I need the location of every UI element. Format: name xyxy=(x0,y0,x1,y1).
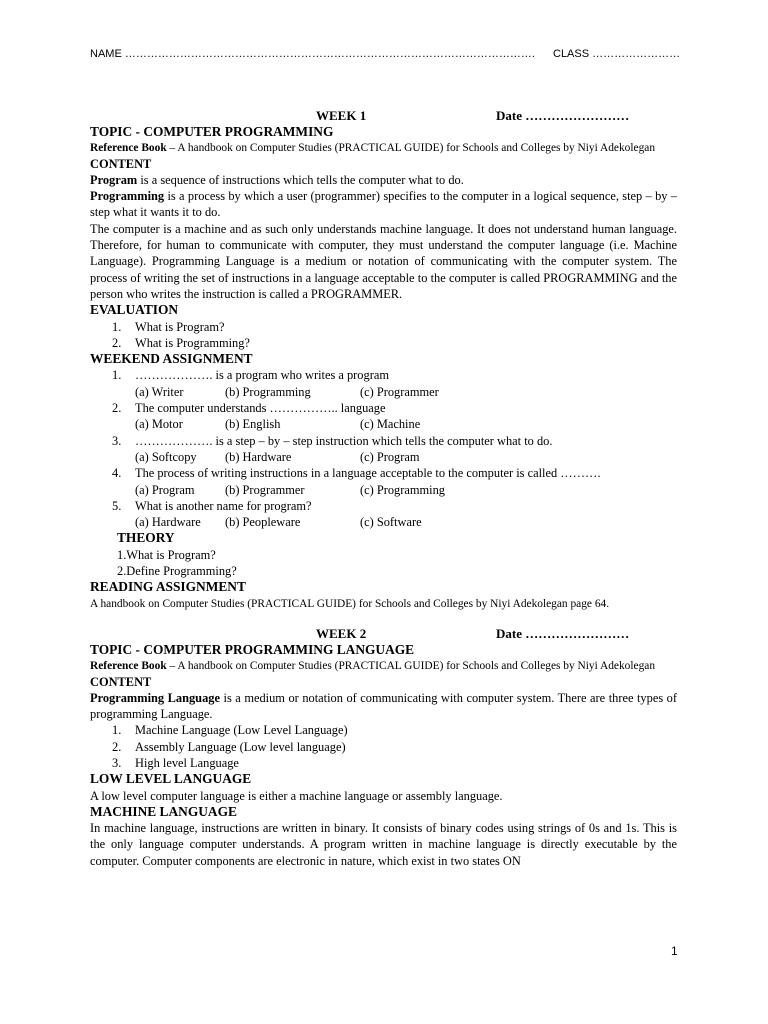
programming-language-def: is a medium or notation of communicating with computer system. There are three types of programming Language. xyxy=(90,690,677,722)
evaluation-heading: EVALUATION xyxy=(90,302,179,318)
week2-header xyxy=(90,626,677,642)
question-list xyxy=(90,433,677,449)
date-field: Date …………………… xyxy=(496,108,630,123)
page-number: 1 xyxy=(671,944,678,958)
reference-label: Reference Book xyxy=(90,659,167,672)
option-a: (a) Motor xyxy=(135,417,183,432)
question-options xyxy=(90,482,677,498)
option-a: (a) Program xyxy=(135,482,195,497)
question-number: 4. xyxy=(112,466,122,481)
item-text: Assembly Language (Low level language) xyxy=(135,739,346,754)
question-number: 2. xyxy=(112,401,122,416)
item-text: High level Language xyxy=(135,755,239,770)
programming-language-term: Programming Language xyxy=(90,690,220,705)
programming-definition xyxy=(90,188,677,221)
reference-label: Reference Book xyxy=(90,141,167,154)
week-label: WEEK 1 xyxy=(316,108,367,123)
weekend-assignment-heading: WEEKEND ASSIGNMENT xyxy=(90,351,253,367)
question-text: What is another name for program? xyxy=(135,498,312,513)
question-list xyxy=(90,367,677,383)
question-item xyxy=(90,367,677,383)
reference-book xyxy=(90,659,677,674)
week1-header xyxy=(90,108,677,124)
item-text: Machine Language (Low Level Language) xyxy=(135,723,348,738)
item-number: 3. xyxy=(112,755,122,770)
evaluation-list xyxy=(90,319,677,352)
content-heading: CONTENT xyxy=(90,156,152,171)
question-item xyxy=(90,400,677,416)
theory-heading: THEORY xyxy=(117,530,175,546)
question-options xyxy=(90,449,677,465)
question-options xyxy=(90,514,677,530)
class-field: CLASS …………………… xyxy=(553,48,681,60)
question-item xyxy=(90,498,677,514)
program-def: is a sequence of instructions which tells the computer what to do. xyxy=(137,172,464,187)
question-list xyxy=(90,465,677,481)
machine-language-heading: MACHINE LANGUAGE xyxy=(90,803,237,819)
question-options xyxy=(90,384,677,400)
theory-item: 2.Define Programming? xyxy=(117,564,237,579)
programming-language-definition xyxy=(90,690,677,723)
question-list xyxy=(90,498,677,514)
option-c: (c) Software xyxy=(360,515,422,530)
option-c: (c) Programming xyxy=(360,482,445,497)
item-number: 1. xyxy=(112,319,122,334)
item-number: 1. xyxy=(112,723,122,738)
reference-text: – A handbook on Computer Studies (PRACTICAL GUIDE) for Schools and Colleges by Niyi Adekolegan xyxy=(166,141,656,154)
week-label: WEEK 2 xyxy=(316,625,367,641)
question-text: ………………. is a program who writes a program xyxy=(135,368,389,383)
option-b: (b) Programmer xyxy=(225,482,305,497)
low-level-language-heading: LOW LEVEL LANGUAGE xyxy=(90,771,252,787)
reference-book xyxy=(90,141,677,156)
reading-assignment-text: A handbook on Computer Studies (PRACTICAL GUIDE) for Schools and Colleges by Niyi Adekolegan page 64. xyxy=(90,597,610,610)
question-item xyxy=(90,465,677,481)
document-body xyxy=(90,108,677,869)
body-paragraph: The computer is a machine and as such only understands machine language. It does not understand human language. Therefore, for human to communicate with computer, they must understand the computer language (i.e. Machine Language). Programming Language is a medium or notation of communicating with the computer system. The process of writing the set of instructions in a language acceptable to the computer is called PROGRAMMING and the person who writes the instruction is called a PROGRAMMER. xyxy=(90,221,677,301)
question-options xyxy=(90,416,677,432)
option-b: (b) Programming xyxy=(225,384,311,399)
option-a: (a) Softcopy xyxy=(135,449,197,464)
list-item xyxy=(90,739,677,755)
list-item xyxy=(90,319,677,335)
topic-heading: TOPIC - COMPUTER PROGRAMMING xyxy=(90,124,334,140)
option-a: (a) Hardware xyxy=(135,515,201,530)
question-text: The process of writing instructions in a language acceptable to the computer is called ………. xyxy=(135,466,601,481)
item-number: 2. xyxy=(112,739,122,754)
low-level-language-text: A low level computer language is either a machine language or assembly language. xyxy=(90,788,503,803)
reading-assignment-heading: READING ASSIGNMENT xyxy=(90,579,246,595)
question-number: 1. xyxy=(112,368,122,383)
list-item xyxy=(90,722,677,738)
option-c: (c) Program xyxy=(360,449,420,464)
machine-language-text: In machine language, instructions are written in binary. It consists of binary codes using strings of 0s and 1s. This is the only language computer understands. A program written in machine language is directly executable by the computer. Computer components are electronic in nature, which exist in two states ON xyxy=(90,821,677,868)
item-text: What is Programming? xyxy=(135,335,250,350)
option-b: (b) English xyxy=(225,417,281,432)
content-heading: CONTENT xyxy=(90,674,152,689)
date-field: Date …………………… xyxy=(496,625,630,641)
option-b: (b) Hardware xyxy=(225,449,292,464)
reference-text: – A handbook on Computer Studies (PRACTICAL GUIDE) for Schools and Colleges by Niyi Adekolegan xyxy=(166,659,656,672)
theory-item: 1.What is Program? xyxy=(117,547,216,562)
program-definition xyxy=(90,172,677,188)
question-list xyxy=(90,400,677,416)
option-b: (b) Peopleware xyxy=(225,515,301,530)
list-item xyxy=(90,755,677,771)
programming-term: Programming xyxy=(90,189,165,204)
name-field: NAME …………………………………………………………………………………………………. xyxy=(90,48,535,60)
question-text: The computer understands …………….. language xyxy=(135,401,386,416)
topic-heading: TOPIC - COMPUTER PROGRAMMING LANGUAGE xyxy=(90,642,415,658)
question-item xyxy=(90,433,677,449)
language-types-list xyxy=(90,722,677,771)
option-a: (a) Writer xyxy=(135,384,184,399)
option-c: (c) Programmer xyxy=(360,384,439,399)
question-number: 5. xyxy=(112,498,122,513)
question-number: 3. xyxy=(112,433,122,448)
item-text: What is Program? xyxy=(135,319,225,334)
option-c: (c) Machine xyxy=(360,417,421,432)
programming-def: is a process by which a user (programmer) specifies to the computer in a logical sequence, step – by – step what it wants it to do. xyxy=(90,189,677,220)
item-number: 2. xyxy=(112,335,122,350)
question-text: ………………. is a step – by – step instruction which tells the computer what to do. xyxy=(135,433,553,448)
list-item xyxy=(90,335,677,351)
program-term: Program xyxy=(90,172,138,187)
